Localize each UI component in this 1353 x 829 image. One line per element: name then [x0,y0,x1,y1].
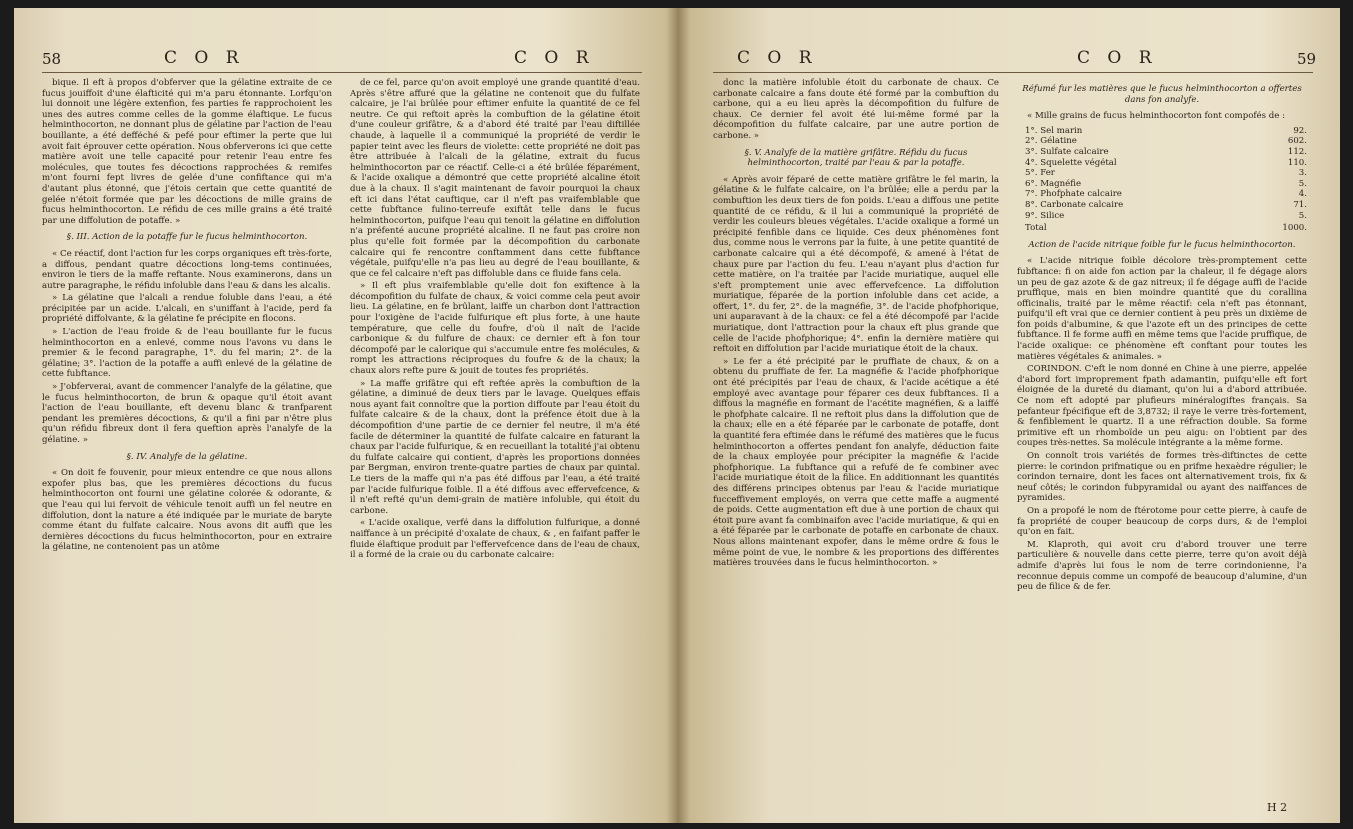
table-row [1017,168,1307,179]
row-value: 92. [1293,125,1307,136]
row-value: 112. [1287,146,1307,157]
row-label: 5°. Fer [1025,168,1055,179]
paragraph: » Il eft plus vraifemblable qu'elle doit fon exiftence à la décompofition du fulfate de chaux, & voici comme cela peut avoir lieu. La gélatine, en fe brûlant, laiffe un charbon dont l'attraction pour l'oxigène de l'acide fulfurique eft plus forte, à une haute température, que celle du foufre, d'où il naît de l'acide carbonique & du fulfure de chaux: ce dernier eft à fon tour décompofé par le calorique qui s'accumule entre fes molécules, & rompt les attractions réciproques du foufre & de la chaux; la chaux alors refte pure & jouit de toutes fes propriétés. [350,281,640,377]
table-row [1017,158,1307,169]
total-value: 1000. [1282,223,1307,234]
page-number: 58 [42,50,62,68]
row-label: 2°. Gélatine [1025,136,1077,147]
paragraph: « On doit fe fouvenir, pour mieux entendre ce que nous allons expofer plus bas, que les premières décoctions du fucus helminthocorton ont fourni une gélatine colorée & odorante, & que l'eau qui lui fervoit de véhicule tenoit auffi un fel neutre en diffolution, dont la nature a été indiquée par le muriate de baryte comme étant du fulfate calcaire. Nous avons dit auffi que les dernières décoctions du fucus helminthocorton, pour en extraire la gélatine, ne contenoient pas un atôme [42,468,332,553]
paragraph: » J'obferverai, avant de commencer l'analyfe de la gélatine, que le fucus helminthocorton, de brun & opaque qu'il étoit avant l'action de l'eau bouillante, eft devenu blanc & tranfparent pendant les premières décoctions, & qu'il a fini par n'être plus qu'un réfidu fibreux dont il fera queftion après l'analyfe de la gélatine. » [42,382,332,445]
signature-mark: H 2 [1267,801,1288,814]
paragraph: » La gélatine que l'alcali a rendue foluble dans l'eau, a été précipitée par un acide. L'alcali, en s'uniffant à l'acide, perd fa propriété diffolvante, & la gélatine fe précipite en flocons. [42,293,332,325]
right-page [677,8,1340,823]
table-row [1017,200,1307,211]
section-heading: §. IV. Analyfe de la gélatine. [126,451,248,462]
text-column-1 [713,78,999,813]
paragraph: « L'acide oxalique, verfé dans la diffolution fulfurique, a donné naiffance à un précipité d'oxalate de chaux, & , en faifant paffer le fluide élaftique produit par l'effervefcence dans de l'eau de chaux, il a formé de la craie ou du carbonate calcaire: [350,518,640,561]
paragraph: donc la matière infoluble étoit du carbonate de chaux. Ce carbonate calcaire a fans doute été formé par la combuftion du carbone, qui a eu lieu après la décompofition du fulfure de chaux. Ce dernier fel avoit été lui-même formé par la décompofition du fulfate calcaire, par une autre portion de carbone. » [713,78,999,141]
table-total [1017,223,1307,234]
book-gutter [666,8,690,823]
table-row [1017,126,1307,137]
paragraph: « Après avoir féparé de cette matière grifâtre le fel marin, la gélatine & le fulfate calcaire, on l'a brûlée; elle a perdu par la combuftion les deux tiers de fon poids. L'eau a diffous une petite quantité de ce réfidu, & il lui a communiqué la propriété de verdir les couleurs bleues végétales. L'acide oxalique a formé un précipité fenfible dans ce liquide. Ces deux phénomènes font dus, comme nous le verrons par la fuite, à une petite quantité de carbonate calcaire qui a été décompofé, & amené à l'état de chaux pure par l'action du feu. L'eau n'ayant plus d'action fur cette matière, on l'a traitée par l'acide muriatique, auquel elle s'eft promptement unie avec effervefcence. La diffolution muriatique, féparée de la portion infoluble dans cet acide, a offert, 1°. du fer, 2°. de la magnéfie, 3°. de l'acide phofphorique, uni auparavant à de la chaux: ce fel a été décompofé par l'acide muriatique, dont l'attraction pour la chaux eft plus grande que celle de l'acide phofphorique; 4°. enfin la dernière matière qui reftoit en diffolution par l'acide muriatique étoit de la chaux. [713,174,999,355]
composition-table [1017,126,1307,234]
row-value: 71. [1293,199,1307,210]
table-row [1017,179,1307,190]
section-heading: §. III. Action de la potaffe fur le fucus helminthocorton. [66,232,308,243]
paragraph: » Le fer a été précipité par le pruffiate de chaux, & on a obtenu du pruffiate de fer. La magnéfie & l'acide phofphorique ont été précipités par l'eau de chaux, & l'acide acétique a été employé avec avantage pour féparer ces deux fubftances. Il a diffous la magnéfie en formant de l'acétite magnéfien, & a laiffé le phofphate calcaire. Il ne reftoit plus dans la diffolution que de la chaux; elle en a été féparée par le carbonate de potaffe, dont la quantité fera eftimée dans le réfumé des matières que le fucus helminthocorton a offertes pendant fon analyfe, déduction faite de la chaux employée pour précipiter la magnéfie & l'acide phofphorique. La fubftance qui a refufé de fe combiner avec l'acide muriatique étoit de la filice. En additionnant les quantités des différens principes obtenus par l'eau & l'acide muriatique fucceffivement employés, on verra que cette maffe a augmenté de poids. Cette augmentation eft due à une portion de chaux qui étoit pure avant fa combinaifon avec l'acide muriatique, & qui en a été féparée par le carbonate de potaffe en carbonate de chaux. Nous allons maintenant expofer, dans le même ordre & fous le même point de vue, le nombre & les proportions des différentes matières trouvées dans le fucus helminthocorton. » [713,356,999,569]
row-value: 4. [1298,189,1307,200]
paragraph: CORINDON. C'eft le nom donné en Chine à une pierre, appelée d'abord fort improprement fpath adamantin, puifqu'elle eft fort éloignée de la dureté du diamant, qu'on lui a d'abord attribuée. Ce nom eft adopté par plufieurs minéralogiftes français. Sa pefanteur fpécifique eft de 3,8732; il raye le verre très-fortement, & fenfiblement le quartz. Il a une réfraction double. Sa forme primitive eft un rhomboïde un peu aigu: on l'obtient par des coupes très-nettes. Sa molécule intégrante a la même forme. [1017,364,1307,449]
row-value: 5. [1298,210,1307,221]
row-label: 1°. Sel marin [1025,125,1083,136]
text-column-1 [42,78,332,813]
summary-heading: Réfumé fur les matières que le fucus helminthocorton a offertes dans fon analyfe. [1022,84,1302,105]
total-label: Total [1025,223,1047,234]
paragraph: « Mille grains de fucus helminthocorton font compofés de : [1027,111,1285,122]
row-label: 4°. Squelette végétal [1025,157,1117,168]
row-label: 9°. Silice [1025,210,1065,221]
row-label: 6°. Magnéfie [1025,178,1082,189]
text-column-2 [1017,78,1307,813]
header-rule [42,72,642,73]
running-head: C O R [737,48,818,68]
table-row [1017,136,1307,147]
paragraph: bique. Il eft à propos d'obferver que la gélatine extraite de ce fucus jouiffoit d'une élafticité qui m'a paru étonnante. Lorfqu'on lui donnoit une légère extenfion, fes parties fe rapprochoient les unes des autres comme celles de la gomme élaftique. Le fucus helminthocorton, ne donnant plus de gélatine par l'action de l'eau bouillante, a été defféché & pefé pour eftimer la perte que lui avoit fait éprouver cette opération. Nous obferverons ici que cette matière avoit une telle capacité pour retenir l'eau entre fes molécules, que toutes fes décoctions rapprochées & remifes m'ont fourni fept livres de gelée d'une confiftance qui m'a d'autant plus étonné, que j'étois certain que cette quantité de gelée n'étoit formée que par les décoctions de mille grains de fucus helminthocorton. Le réfidu de ces mille grains a été traité par une diffolution de potaffe. » [42,78,332,226]
paragraph: » L'action de l'eau froide & de l'eau bouillante fur le fucus helminthocorton en a enlevé, comme nous l'avons vu dans le premier & le fecond paragraphe, 1°. du fel marin; 2°. de la gélatine; 3°. l'action de la potaffe a auffi enlevé de la gélatine de cette fubftance. [42,327,332,380]
running-head: C O R [1077,48,1158,68]
running-head: C O R [514,48,595,68]
paragraph: de ce fel, parce qu'on avoit employé une grande quantité d'eau. Après s'être affuré que la gélatine ne contenoit que du fulfate calcaire, je l'ai brûlée pour eftimer enfuite la quantité de ce fel neutre. Ce qui reftoit après la combuftion de la gélatine étoit d'une couleur grifâtre, & a d'abord été traité par l'eau diftillée chaude, à laquelle il a communiqué la propriété de verdir le papier teint avec les fleurs de violette: cette propriété ne doit pas être attribuée à l'alcali de la gélatine, extrait du fucus helminthocorton par ce réactif. Celle-ci a été brûlée féparément, & l'acide oxalique a démontré que cette propriété alcaline étoit due à la chaux. Il s'agit maintenant de favoir pourquoi la chaux eft ici dans l'état cauftique, car il n'eft pas vraifemblable que cette fubftance fulino-terreufe exiftât telle dans le fucus helminthocorton, puifque l'eau qui tenoit la gélatine en diffolution n'a préfenté aucune propriété alcaline. Il ne faut pas croire non plus qu'elle foit formée par la décompofition du carbonate calcaire qui fe rencontre conftamment dans cette fubftance végétale, puifqu'elle n'a pas lieu au degré de l'eau bouillante, & que ce fel calcaire n'eft pas diffoluble dans ce fluide fans cela. [350,78,640,279]
header-rule [713,72,1313,73]
left-page [14,8,677,823]
table-row [1017,211,1307,222]
row-label: 8°. Carbonate calcaire [1025,199,1124,210]
paragraph: « Ce réactif, dont l'action fur les corps organiques eft très-forte, a diffous, pendant quatre décoctions long-tems continuées, environ le tiers de la maffe reftante. Nous examinerons, dans un autre paragraphe, le réfidu infoluble dans l'eau & dans les alcalis. [42,248,332,291]
row-label: 7°. Phofphate calcaire [1025,189,1122,200]
paragraph: On a propofé le nom de ftérotome pour cette pierre, à caufe de fa propriété de couper beaucoup de corps durs, & de l'emploi qu'on en fait. [1017,505,1307,538]
row-value: 5. [1298,178,1307,189]
paragraph: On connoît trois variétés de formes très-diftinctes de cette pierre: le corindon prifmatique ou en prifme hexaèdre régulier; le corindon ternaire, dont les faces ont alternativement trois, fix & neuf côtés; le corindon fubpyramidal ou ayant des naiffances de pyramides. [1017,451,1307,504]
paragraph: » La maffe grifâtre qui eft reftée après la combuftion de la gélatine, a diminué de deux tiers par le lavage. Quelques effais nous ayant fait connoître que la portion diffoute par l'eau étoit du fulfate calcaire & de la chaux, dont la préfence étoit due à la décompofition d'une partie de ce dernier fel neutre, il m'a été facile de déterminer la quantité de fulfate calcaire en faturant la chaux par l'acide fulfurique, & en recueillant la totalité j'ai obtenu du fulfate calcaire qui contient, d'après les proportions données par Bergman, environ trente-quatre parties de chaux par quintal. Le tiers de la maffe qui n'a pas été diffous par l'eau, a été traité par l'acide fulfurique foible. Il a été diffous avec effervefcence, & il n'eft refté qu'un demi-grain de matière infoluble, qui étoit du carbone. [350,378,640,516]
page-number: 59 [1297,50,1317,68]
row-value: 3. [1298,168,1307,179]
paragraph: M. Klaproth, qui avoit cru d'abord trouver une terre particulière & nouvelle dans cette pierre, terre qu'on avoit déjà admife d'après lui fous le nom de terre corindonienne, l'a reconnue depuis comme un compofé de beaucoup d'alumine, d'un peu de filice & de fer. [1017,539,1307,593]
section-heading: §. V. Analyfe de la matière grifâtre. Réfidu du fucus helminthocorton, traité par l'eau & par la potaffe. [744,147,968,169]
text-column-2 [350,78,640,813]
section-heading: Action de l'acide nitrique foible fur le fucus helminthocorton. [1028,239,1296,250]
row-label: 3°. Sulfate calcaire [1025,146,1109,157]
open-book [14,8,1340,823]
row-value: 110. [1287,157,1307,168]
table-row [1017,147,1307,158]
paragraph: « L'acide nitrique foible décolore très-promptement cette fubftance: fi on aide fon action par la chaleur, il fe dégage alors un peu de gaz azote & de gaz nitreux; il fe dégage auffi de l'acide pruffique, mais en bien moindre quantité que du corallina officinalis, traité par le même réactif: cela n'eft pas étonnant, puifqu'il eft vrai que ce dernier contient à peu près un dixième de fon poids d'albumine, & que l'azote eft un des principes de cette fubftance. Il fe forme auffi en même tems que l'acide pruffique, de l'acide oxalique: ce phénomène eft conftant pour toutes les matières végétales & animales. » [1017,256,1307,362]
row-value: 602. [1287,136,1307,147]
table-row [1017,189,1307,200]
running-head: C O R [164,48,245,68]
